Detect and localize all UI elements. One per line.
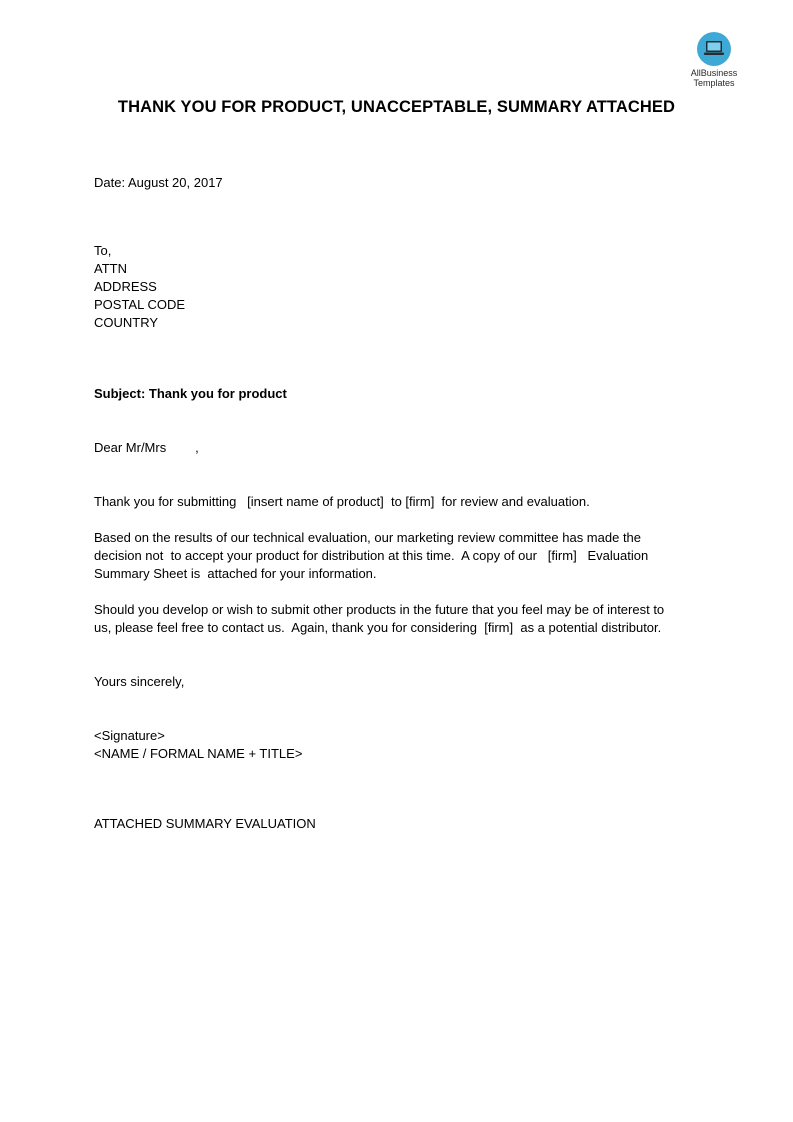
document-title: THANK YOU FOR PRODUCT, UNACCEPTABLE, SUMMARY ATTACHED (117, 98, 676, 116)
letter-subject: Subject: Thank you for product (94, 386, 287, 401)
signature-placeholder: <Signature> (94, 728, 165, 743)
laptop-icon (703, 40, 725, 58)
paragraph-2-line: Summary Sheet is attached for your information. (94, 566, 377, 581)
paragraph-3-line: us, please feel free to contact us. Again, thank you for considering [firm] as a potential distributor. (94, 620, 662, 635)
letter-date: Date: August 20, 2017 (94, 175, 223, 190)
signer-name-title: <NAME / FORMAL NAME + TITLE> (94, 746, 303, 761)
recipient-country: COUNTRY (94, 315, 159, 330)
recipient-to: To, (94, 243, 112, 258)
recipient-block (94, 242, 704, 332)
paragraph-3 (94, 601, 704, 637)
logo-text (686, 68, 742, 88)
recipient-address: ADDRESS (94, 279, 157, 294)
recipient-postal-code: POSTAL CODE (94, 297, 186, 312)
recipient-attn: ATTN (94, 261, 127, 276)
letter-closing: Yours sincerely, (94, 674, 185, 689)
attached-summary-heading: ATTACHED SUMMARY EVALUATION (94, 816, 316, 831)
paragraph-1: Thank you for submitting [insert name of product] to [firm] for review and evaluation. (94, 494, 590, 509)
brand-logo (686, 32, 742, 88)
paragraph-3-line: Should you develop or wish to submit other products in the future that you feel may be of interest to (94, 602, 665, 617)
letter-body (94, 174, 704, 833)
paragraph-2-line: decision not to accept your product for distribution at this time. A copy of our [firm] Evaluation (94, 548, 649, 563)
logo-badge (697, 32, 731, 66)
paragraph-2 (94, 529, 704, 583)
letter-greeting: Dear Mr/Mrs , (94, 440, 199, 455)
logo-text-line2: Templates (693, 78, 735, 88)
logo-text-line1: AllBusiness (690, 68, 738, 78)
signature-block (94, 727, 704, 763)
paragraph-2-line: Based on the results of our technical evaluation, our marketing review committee has made the (94, 530, 642, 545)
